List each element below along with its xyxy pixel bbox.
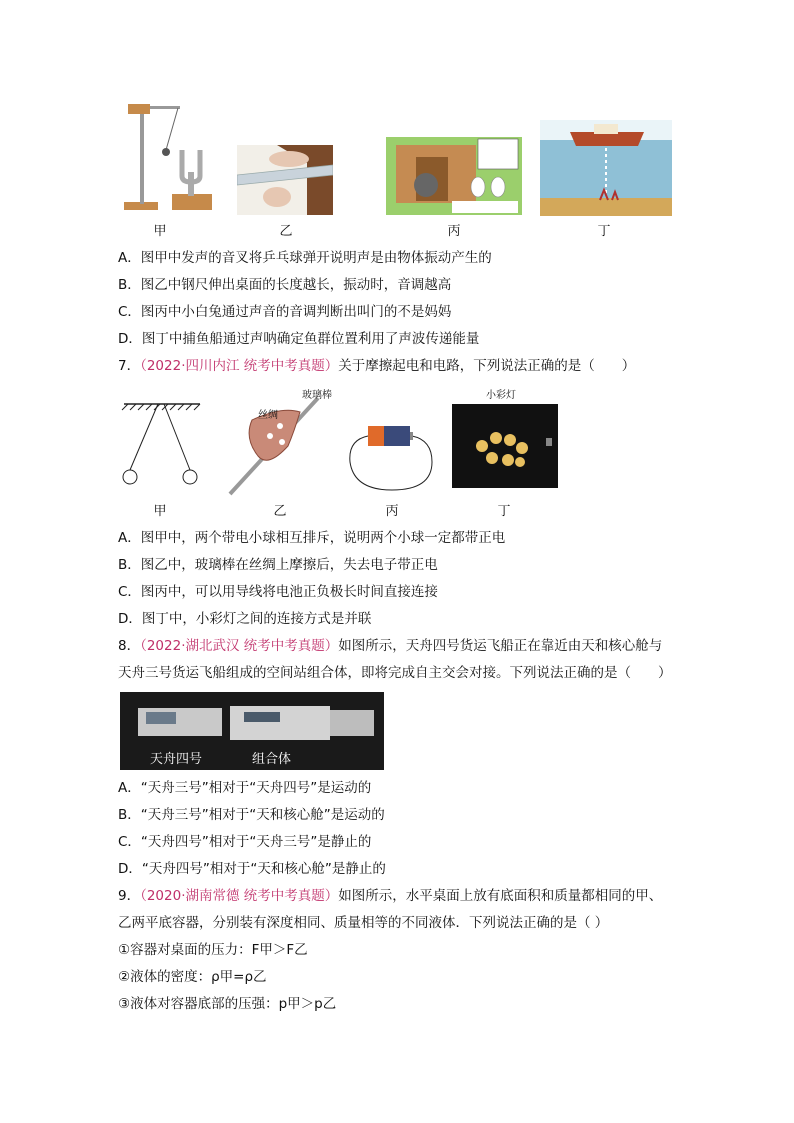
tianzhou4-label: 天舟四号 bbox=[150, 752, 203, 767]
q9-stem-line1 bbox=[118, 886, 662, 906]
figure-glass-rod-silk bbox=[222, 386, 334, 498]
figure-caption: 丁 bbox=[497, 504, 511, 519]
figure-ruler-table bbox=[237, 145, 333, 215]
q7-option-c: C．图丙中，可以用导线将电池正负极长时间直接连接 bbox=[118, 584, 438, 600]
q8-stem-line2: 天舟三号货运飞船组成的空间站组合体，即将完成自主交会对接。下列说法正确的是（ ） bbox=[118, 665, 672, 681]
question-number: 9． bbox=[118, 888, 141, 904]
figure-fishing-boat-sonar bbox=[540, 120, 672, 216]
figure-caption: 丙 bbox=[447, 224, 461, 239]
figure-rabbit-cartoon bbox=[386, 137, 522, 215]
question-source: （2022·湖北武汉 统考中考真题） bbox=[140, 638, 339, 654]
small-lights-label: 小彩灯 bbox=[486, 390, 516, 401]
q6-option-c: C．图丙中小白兔通过声音的音调判断出叫门的不是妈妈 bbox=[118, 304, 452, 320]
question-stem: 如图所示，水平桌面上放有底面积和质量都相同的甲、 bbox=[338, 888, 663, 904]
question-number: 7． bbox=[118, 358, 141, 374]
q6-option-b: B．图乙中钢尺伸出桌面的长度越长，振动时，音调越高 bbox=[118, 277, 452, 293]
figure-caption: 丁 bbox=[597, 224, 611, 239]
question-number: 8． bbox=[118, 638, 141, 654]
figure-caption: 乙 bbox=[273, 504, 287, 519]
q9-statement-1: ①容器对桌面的压力：F甲＞F乙 bbox=[118, 942, 308, 958]
q6-option-d: D．图丁中捕鱼船通过声呐确定鱼群位置利用了声波传递能量 bbox=[118, 331, 480, 347]
question-stem: 关于摩擦起电和电路，下列说法正确的是（ ） bbox=[338, 358, 636, 374]
figure-tuning-fork bbox=[120, 98, 220, 216]
question-source: （2020·湖南常德 统考中考真题） bbox=[140, 888, 339, 904]
question-source: （2022·四川内江 统考中考真题） bbox=[140, 358, 339, 374]
figure-space-station bbox=[120, 692, 384, 770]
q7-stem bbox=[118, 356, 635, 376]
figure-caption: 丙 bbox=[385, 504, 399, 519]
figure-caption: 甲 bbox=[153, 224, 167, 239]
figure-caption: 甲 bbox=[153, 504, 167, 519]
question-stem: 如图所示，天舟四号货运飞船正在靠近由天和核心舱与 bbox=[338, 638, 663, 654]
figure-caption: 乙 bbox=[279, 224, 293, 239]
q8-stem-line1 bbox=[118, 636, 662, 656]
q8-option-a: A．“天舟三号”相对于“天舟四号”是运动的 bbox=[118, 780, 372, 796]
combination-label: 组合体 bbox=[252, 752, 292, 767]
q7-option-a: A．图甲中，两个带电小球相互排斥，说明两个小球一定都带正电 bbox=[118, 530, 506, 546]
q8-option-b: B．“天舟三号”相对于“天和核心舱”是运动的 bbox=[118, 807, 385, 823]
q9-stem-line2: 乙两平底容器，分别装有深度相同、质量相等的不同液体．下列说法正确的是（ ） bbox=[118, 915, 609, 931]
q8-option-c: C．“天舟四号”相对于“天舟三号”是静止的 bbox=[118, 834, 372, 850]
q7-option-b: B．图乙中，玻璃棒在丝绸上摩擦后，失去电子带正电 bbox=[118, 557, 438, 573]
glass-rod-label: 玻璃棒 bbox=[302, 390, 332, 401]
q6-option-a: A．图甲中发声的音叉将乒乓球弹开说明声是由物体振动产生的 bbox=[118, 250, 492, 266]
q8-option-d: D．“天舟四号”相对于“天和核心舱”是静止的 bbox=[118, 861, 386, 877]
figure-small-lights bbox=[452, 404, 558, 488]
figure-battery-circuit bbox=[346, 420, 436, 492]
figure-charged-balls bbox=[120, 400, 204, 488]
q9-statement-2: ②液体的密度：ρ甲=ρ乙 bbox=[118, 969, 267, 985]
q7-option-d: D．图丁中，小彩灯之间的连接方式是并联 bbox=[118, 611, 372, 627]
silk-label: 丝绸 bbox=[258, 410, 278, 421]
q9-statement-3: ③液体对容器底部的压强：p甲＞p乙 bbox=[118, 996, 337, 1012]
